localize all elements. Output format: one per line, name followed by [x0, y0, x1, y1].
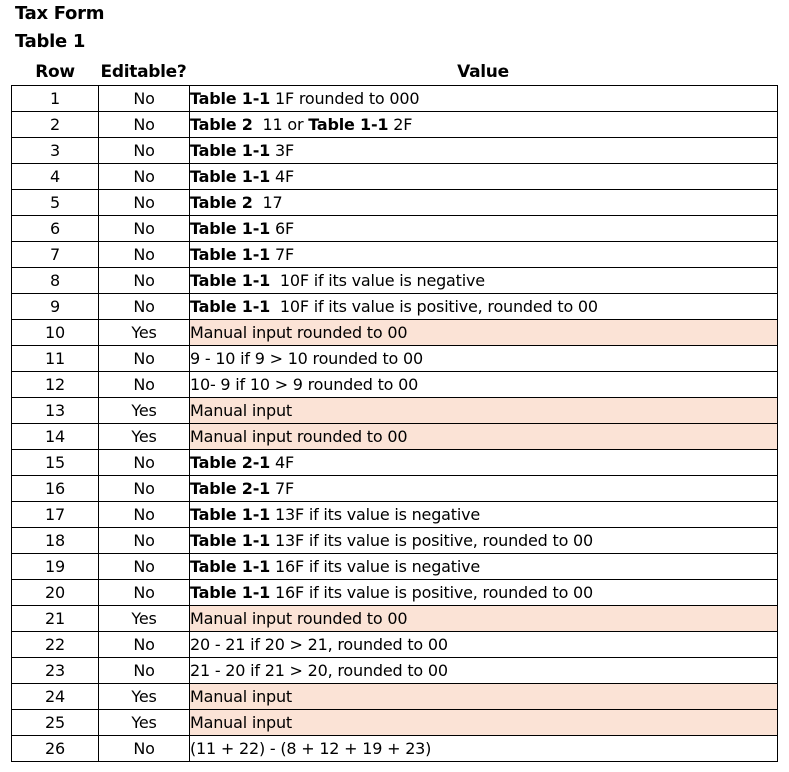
editable-cell: No	[99, 346, 190, 372]
row-number-cell: 4	[12, 164, 99, 190]
table-row	[12, 450, 778, 476]
table-row	[12, 294, 778, 320]
value-cell	[190, 242, 778, 268]
table-row	[12, 476, 778, 502]
value-input-cell[interactable]	[190, 320, 778, 346]
row-number-cell: 13	[12, 398, 99, 424]
row-number-cell: 25	[12, 710, 99, 736]
value-text: Manual input	[190, 687, 292, 706]
editable-cell: No	[99, 112, 190, 138]
editable-cell: Yes	[99, 398, 190, 424]
row-number-cell: 20	[12, 580, 99, 606]
value-input-cell[interactable]	[190, 424, 778, 450]
value-cell	[190, 580, 778, 606]
value-cell	[190, 658, 778, 684]
table-row	[12, 580, 778, 606]
value-cell	[190, 190, 778, 216]
row-number-cell: 21	[12, 606, 99, 632]
table-row	[12, 632, 778, 658]
editable-cell: No	[99, 580, 190, 606]
value-text: 16F if its value is negative	[270, 557, 480, 576]
value-text: Manual input rounded to 00	[190, 323, 408, 342]
editable-cell: Yes	[99, 710, 190, 736]
editable-cell: No	[99, 658, 190, 684]
table-reference: Table 1-1	[190, 219, 271, 238]
editable-cell: No	[99, 138, 190, 164]
editable-cell: No	[99, 190, 190, 216]
row-number-cell: 9	[12, 294, 99, 320]
row-number-cell: 15	[12, 450, 99, 476]
table-row	[12, 736, 778, 762]
editable-cell: No	[99, 216, 190, 242]
row-number-cell: 17	[12, 502, 99, 528]
table-reference: Table 2	[190, 115, 253, 134]
value-text: 17	[252, 193, 283, 212]
editable-cell: No	[99, 476, 190, 502]
table-reference: Table 2-1	[190, 479, 271, 498]
table-reference: Table 1-1	[308, 115, 389, 134]
value-text: 2F	[388, 115, 413, 134]
row-number-cell: 12	[12, 372, 99, 398]
value-cell	[190, 112, 778, 138]
editable-cell: No	[99, 632, 190, 658]
editable-cell: No	[99, 450, 190, 476]
column-header-editable: Editable?	[100, 62, 187, 82]
table-row	[12, 398, 778, 424]
editable-cell: Yes	[99, 320, 190, 346]
table-title: Table 1	[15, 31, 86, 52]
table-reference: Table 1-1	[190, 583, 271, 602]
page-title: Tax Form	[15, 3, 105, 24]
table-row	[12, 164, 778, 190]
table-row	[12, 424, 778, 450]
value-text: 10F if its value is positive, rounded to 00	[270, 297, 598, 316]
editable-cell: No	[99, 294, 190, 320]
row-number-cell: 18	[12, 528, 99, 554]
table-row	[12, 242, 778, 268]
value-cell	[190, 632, 778, 658]
table-reference: Table 1-1	[190, 141, 271, 160]
row-number-cell: 26	[12, 736, 99, 762]
editable-cell: No	[99, 736, 190, 762]
editable-cell: No	[99, 242, 190, 268]
editable-cell: No	[99, 554, 190, 580]
table-row	[12, 138, 778, 164]
table-row	[12, 320, 778, 346]
row-number-cell: 6	[12, 216, 99, 242]
row-number-cell: 22	[12, 632, 99, 658]
value-input-cell[interactable]	[190, 398, 778, 424]
row-number-cell: 2	[12, 112, 99, 138]
table-reference: Table 1-1	[190, 531, 271, 550]
table-row	[12, 502, 778, 528]
editable-cell: No	[99, 86, 190, 112]
value-input-cell[interactable]	[190, 710, 778, 736]
table-row	[12, 606, 778, 632]
table-row	[12, 190, 778, 216]
row-number-cell: 23	[12, 658, 99, 684]
tax-form-table	[11, 85, 778, 762]
table-reference: Table 2	[190, 193, 253, 212]
table-row	[12, 112, 778, 138]
value-text: 7F	[270, 245, 294, 264]
table-reference: Table 2-1	[190, 453, 271, 472]
value-text: 16F if its value is positive, rounded to 00	[270, 583, 593, 602]
value-cell	[190, 346, 778, 372]
column-header-value: Value	[457, 62, 509, 82]
value-cell	[190, 216, 778, 242]
value-cell	[190, 502, 778, 528]
editable-cell: No	[99, 268, 190, 294]
row-number-cell: 16	[12, 476, 99, 502]
value-text: Manual input rounded to 00	[190, 427, 408, 446]
row-number-cell: 7	[12, 242, 99, 268]
table-row	[12, 216, 778, 242]
editable-cell: No	[99, 372, 190, 398]
value-cell	[190, 138, 778, 164]
value-text: 1F rounded to 000	[270, 89, 420, 108]
table-reference: Table 1-1	[190, 557, 271, 576]
value-cell	[190, 476, 778, 502]
row-number-cell: 8	[12, 268, 99, 294]
value-text: Manual input	[190, 713, 292, 732]
column-header-row: Row	[35, 62, 75, 82]
table-row	[12, 658, 778, 684]
editable-cell: No	[99, 164, 190, 190]
value-text: Manual input	[190, 401, 292, 420]
value-text: 10- 9 if 10 > 9 rounded to 00	[190, 375, 419, 394]
row-number-cell: 3	[12, 138, 99, 164]
value-text: 4F	[270, 453, 294, 472]
value-cell	[190, 528, 778, 554]
value-text: 20 - 21 if 20 > 21, rounded to 00	[190, 635, 448, 654]
row-number-cell: 19	[12, 554, 99, 580]
value-text: 4F	[270, 167, 294, 186]
table-row	[12, 710, 778, 736]
table-row	[12, 684, 778, 710]
table-reference: Table 1-1	[190, 505, 271, 524]
value-text: (11 + 22) - (8 + 12 + 19 + 23)	[190, 739, 432, 758]
editable-cell: No	[99, 502, 190, 528]
table-row	[12, 372, 778, 398]
table-reference: Table 1-1	[190, 89, 271, 108]
table-reference: Table 1-1	[190, 245, 271, 264]
row-number-cell: 14	[12, 424, 99, 450]
editable-cell: Yes	[99, 424, 190, 450]
value-cell	[190, 736, 778, 762]
row-number-cell: 11	[12, 346, 99, 372]
value-cell	[190, 294, 778, 320]
row-number-cell: 24	[12, 684, 99, 710]
table-row	[12, 554, 778, 580]
value-text: 13F if its value is negative	[270, 505, 480, 524]
value-text: 21 - 20 if 21 > 20, rounded to 00	[190, 661, 448, 680]
value-text: Manual input rounded to 00	[190, 609, 408, 628]
row-number-cell: 5	[12, 190, 99, 216]
table-row	[12, 86, 778, 112]
value-cell	[190, 268, 778, 294]
value-cell	[190, 450, 778, 476]
table-reference: Table 1-1	[190, 167, 271, 186]
value-text: 6F	[270, 219, 294, 238]
table-row	[12, 268, 778, 294]
value-cell	[190, 164, 778, 190]
editable-cell: Yes	[99, 606, 190, 632]
value-text: 9 - 10 if 9 > 10 rounded to 00	[190, 349, 423, 368]
value-text: 3F	[270, 141, 294, 160]
table-reference: Table 1-1	[190, 271, 271, 290]
value-text: 7F	[270, 479, 294, 498]
row-number-cell: 1	[12, 86, 99, 112]
table-reference: Table 1-1	[190, 297, 271, 316]
table-row	[12, 346, 778, 372]
table-row	[12, 528, 778, 554]
value-input-cell[interactable]	[190, 606, 778, 632]
value-text: 10F if its value is negative	[270, 271, 485, 290]
editable-cell: No	[99, 528, 190, 554]
value-text: 13F if its value is positive, rounded to 00	[270, 531, 593, 550]
editable-cell: Yes	[99, 684, 190, 710]
value-cell	[190, 554, 778, 580]
value-cell	[190, 372, 778, 398]
value-input-cell[interactable]	[190, 684, 778, 710]
value-text: 11 or	[252, 115, 309, 134]
table-body	[12, 86, 778, 762]
value-cell	[190, 86, 778, 112]
row-number-cell: 10	[12, 320, 99, 346]
